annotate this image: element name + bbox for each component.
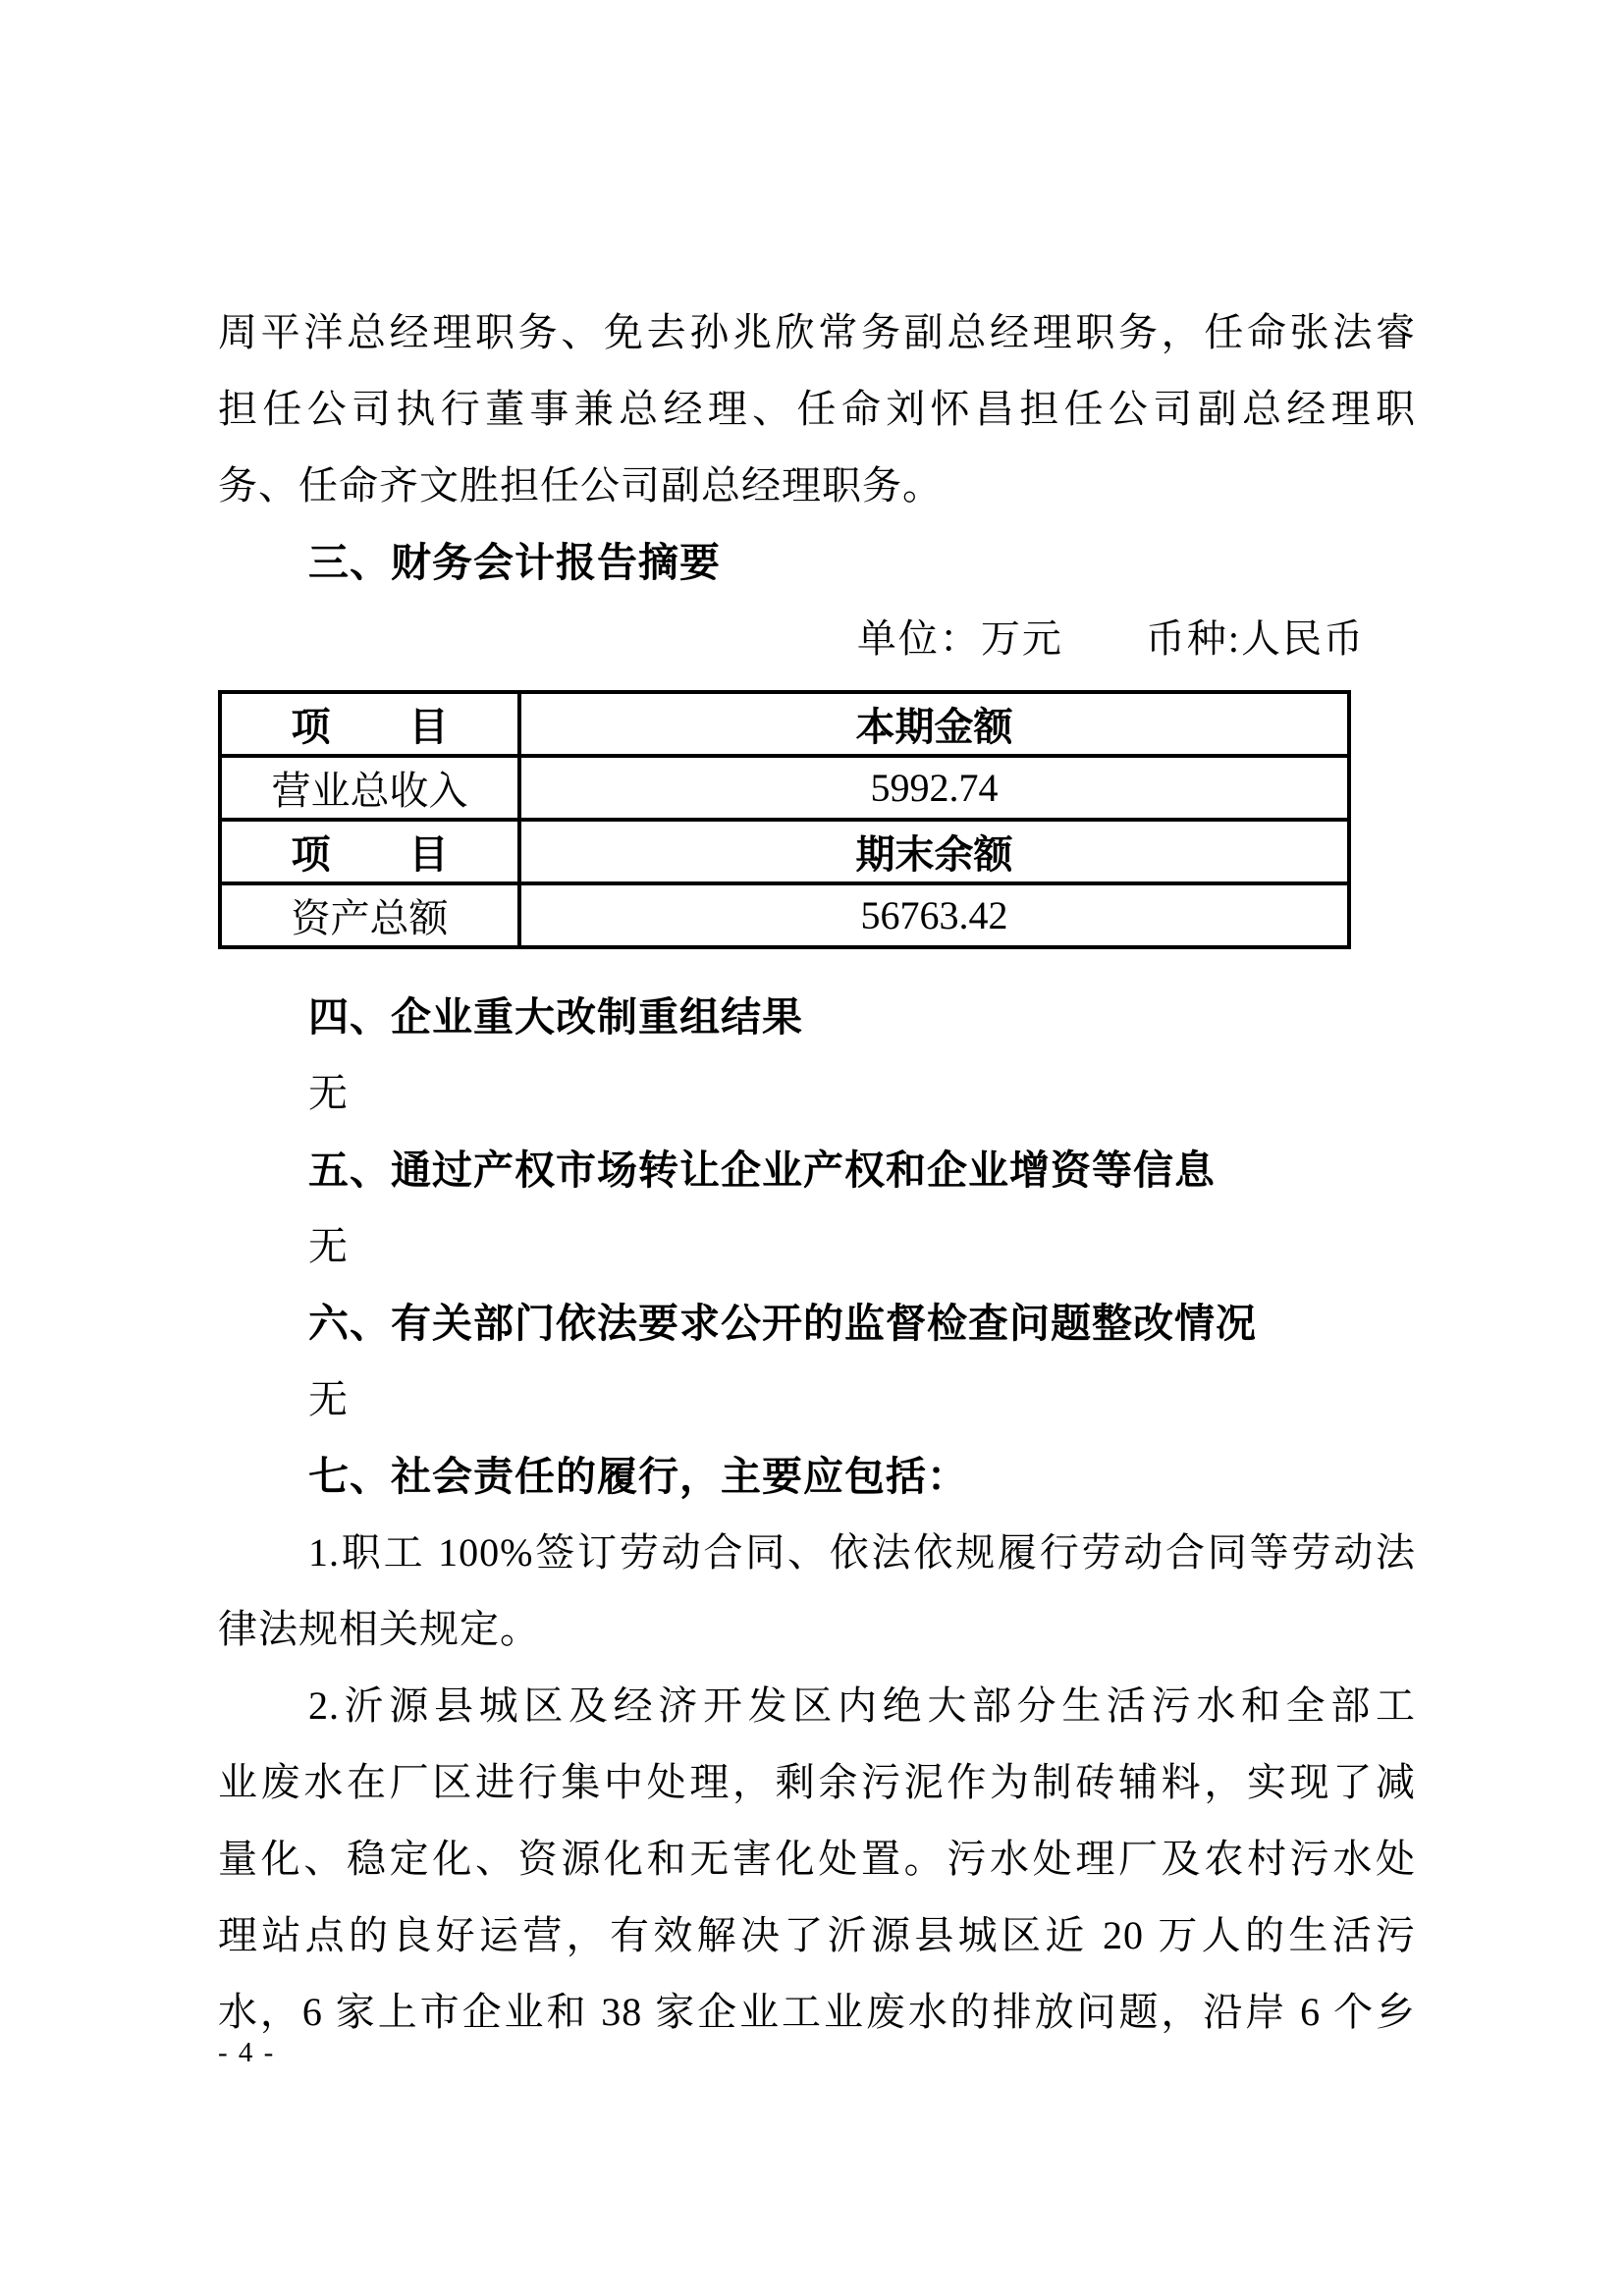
section-heading-social-responsibility: 七、社会责任的履行，主要应包括： (308, 1454, 968, 1499)
item-1-line-2: 律法规相关规定。 (218, 1607, 540, 1651)
table-row (220, 820, 1349, 883)
item-2-line-4: 理站点的良好运营，有效解决了沂源县城区近 20 万人的生活污 (218, 1913, 1416, 1957)
item-1-line-1: 1.职工 100%签订劳动合同、依法依规履行劳动合同等劳动法 (308, 1530, 1416, 1575)
table-row (220, 692, 1349, 756)
section-body-none: 无 (308, 1377, 349, 1421)
table-cell-total-revenue-label: 营业总收入 (220, 756, 519, 820)
section-body-none: 无 (308, 1224, 349, 1268)
table-cell-total-assets-label: 资产总额 (220, 883, 519, 947)
section-body-none: 无 (308, 1071, 349, 1115)
document-body (218, 294, 1416, 2051)
table-header-current-amount: 本期金额 (519, 692, 1349, 756)
table-row (220, 883, 1349, 947)
table-header-item: 项 目 (220, 692, 519, 756)
item-2-line-1: 2.沂源县城区及经济开发区内绝大部分生活污水和全部工 (308, 1683, 1416, 1728)
table-cell-total-revenue-value: 5992.74 (519, 756, 1349, 820)
paragraph-1-line-3: 务、任命齐文胜担任公司副总经理职务。 (218, 463, 943, 507)
section-heading-supervision-inspection-rectification: 六、有关部门依法要求公开的监督检查问题整改情况 (308, 1301, 1257, 1346)
paragraph-1-line-2: 担任公司执行董事兼总经理、任命刘怀昌担任公司副总经理职 (218, 387, 1416, 431)
section-heading-property-rights-transfer: 五、通过产权市场转让企业产权和企业增资等信息 (308, 1148, 1216, 1193)
table-header-item: 项 目 (220, 820, 519, 883)
item-2-line-2: 业废水在厂区进行集中处理，剩余污泥作为制砖辅料，实现了减 (218, 1760, 1416, 1804)
table-cell-total-assets-value: 56763.42 (519, 883, 1349, 947)
section-heading-restructuring-results: 四、企业重大改制重组结果 (308, 994, 803, 1040)
table-unit-currency-note: 单位：万元 币种:人民币 (856, 616, 1365, 661)
table-row (220, 756, 1349, 820)
financial-summary-table (218, 690, 1351, 949)
section-heading-financial-report: 三、财务会计报告摘要 (308, 540, 721, 585)
table-header-ending-balance: 期末余额 (519, 820, 1349, 883)
item-2-line-5: 水，6 家上市企业和 38 家企业工业废水的排放问题，沿岸 6 个乡 (218, 1990, 1416, 2034)
page-number: - 4 - (218, 2037, 276, 2068)
paragraph-1-line-1: 周平洋总经理职务、免去孙兆欣常务副总经理职务，任命张法睿 (218, 310, 1416, 354)
item-2-line-3: 量化、稳定化、资源化和无害化处置。污水处理厂及农村污水处 (218, 1837, 1416, 1881)
